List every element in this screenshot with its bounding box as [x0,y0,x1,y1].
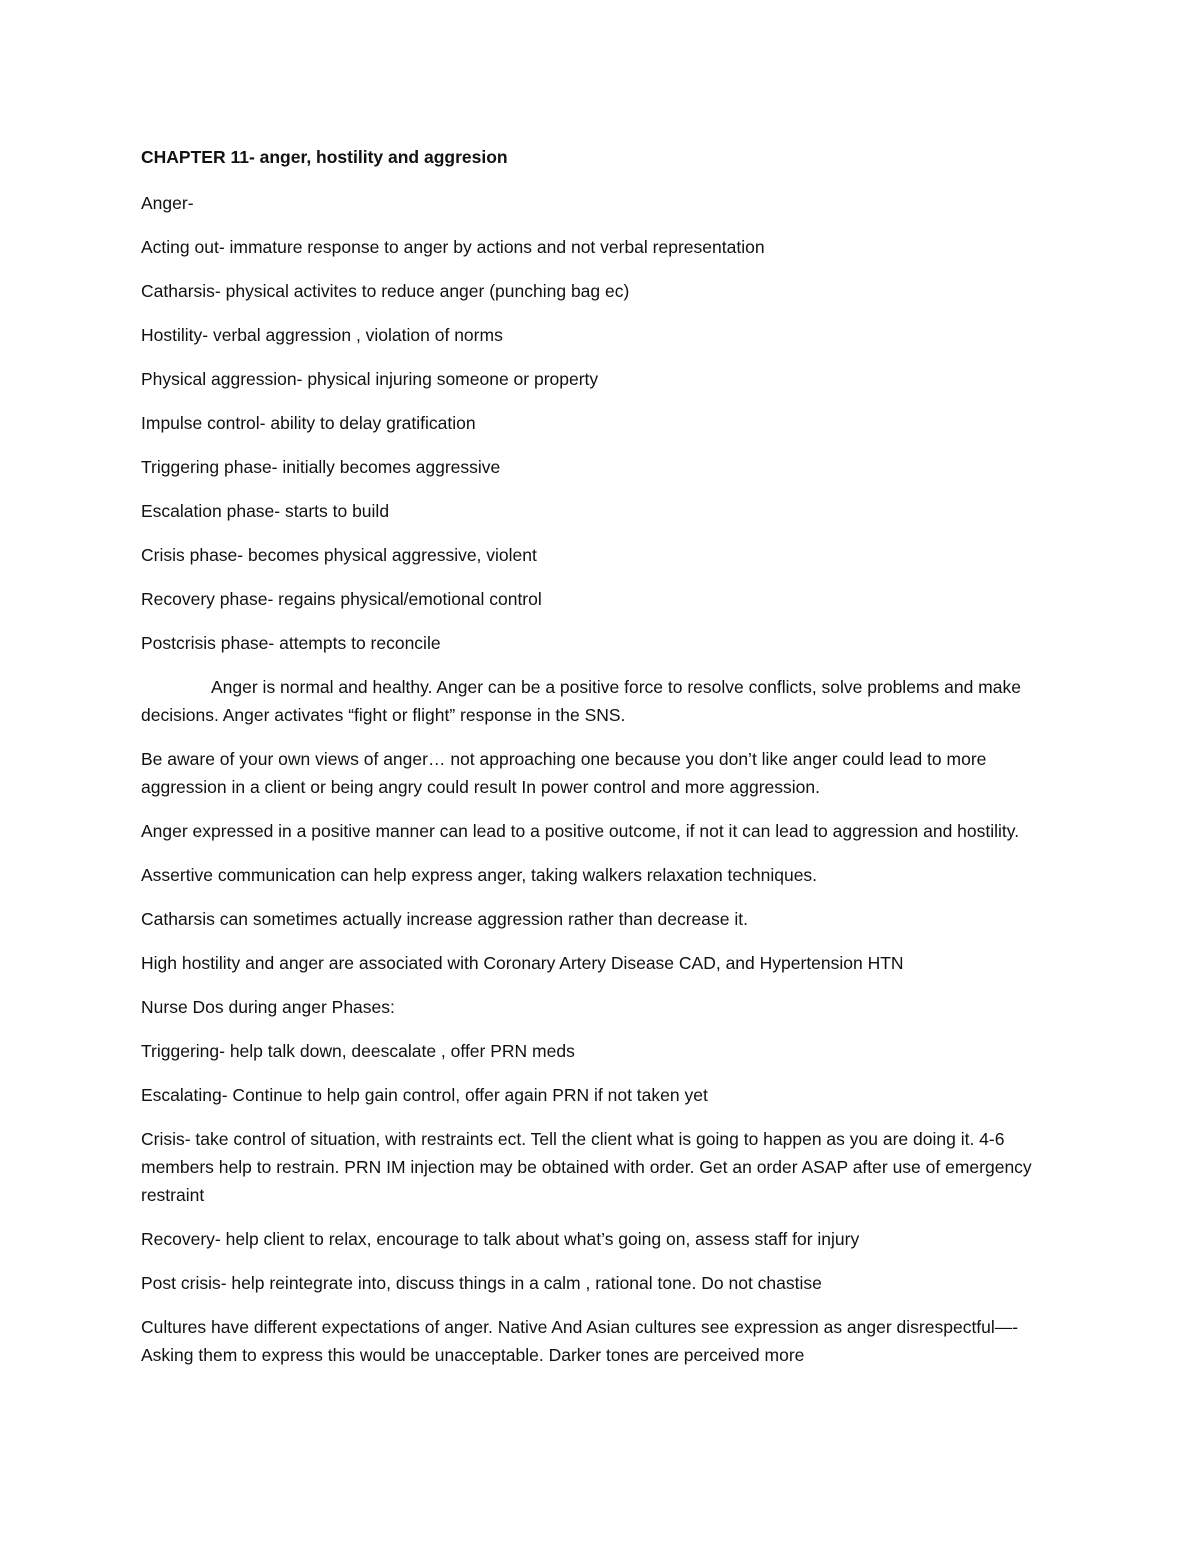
paragraph-anger-heading: Anger- [141,193,194,213]
definition-postcrisis-phase: Postcrisis phase- attempts to reconcile [141,633,441,653]
definition-crisis-phase: Crisis phase- becomes physical aggressive, violent [141,545,537,565]
definition-impulse-control: Impulse control- ability to delay gratification [141,413,476,433]
paragraph-own-views: Be aware of your own views of anger… not approaching one because you don’t like anger could lead to more aggression in a client or being angry could result In power control and more aggression. [141,749,987,797]
definition-triggering-phase: Triggering phase- initially becomes aggressive [141,457,501,477]
paragraph-high-hostility: High hostility and anger are associated with Coronary Artery Disease CAD, and Hypertension HTN [141,953,904,973]
definition-recovery-phase: Recovery phase- regains physical/emotional control [141,589,542,609]
paragraph-cultures: Cultures have different expectations of anger. Native And Asian cultures see expression as anger disrespectful—- Asking them to express this would be unacceptable. Darker tones are perceived more [141,1317,1019,1365]
nurse-do-recovery: Recovery- help client to relax, encourage to talk about what’s going on, assess staff for injury [141,1229,860,1249]
nurse-do-triggering: Triggering- help talk down, deescalate , offer PRN meds [141,1041,575,1061]
nurse-do-escalating: Escalating- Continue to help gain control, offer again PRN if not taken yet [141,1085,708,1105]
definition-catharsis: Catharsis- physical activites to reduce anger (punching bag ec) [141,281,630,301]
definition-physical-aggression: Physical aggression- physical injuring someone or property [141,369,599,389]
heading-nurse-dos: Nurse Dos during anger Phases: [141,997,395,1017]
document-page [141,141,1061,1369]
nurse-do-post-crisis: Post crisis- help reintegrate into, discuss things in a calm , rational tone. Do not chastise [141,1273,822,1293]
chapter-title: CHAPTER 11- anger, hostility and aggresion [141,147,508,167]
definition-acting-out: Acting out- immature response to anger by actions and not verbal representation [141,237,765,257]
paragraph-assertive-communication: Assertive communication can help express anger, taking walkers relaxation techniques. [141,865,818,885]
paragraph-catharsis-increase: Catharsis can sometimes actually increase aggression rather than decrease it. [141,909,748,929]
paragraph-positive-manner: Anger expressed in a positive manner can lead to a positive outcome, if not it can lead to aggression and hostility. [141,821,1020,841]
definition-hostility: Hostility- verbal aggression , violation of norms [141,325,503,345]
nurse-do-crisis: Crisis- take control of situation, with restraints ect. Tell the client what is going to happen as you are doing it. 4-6 members help to restrain. PRN IM injection may be obtained with order. Get an order ASAP after use of emergency restraint [141,1129,1032,1205]
paragraph-anger-normal: Anger is normal and healthy. Anger can be a positive force to resolve conflicts, solve problems and make decisions. Anger activates “fight or flight” response in the SNS. [141,677,1021,725]
definition-escalation-phase: Escalation phase- starts to build [141,501,390,521]
